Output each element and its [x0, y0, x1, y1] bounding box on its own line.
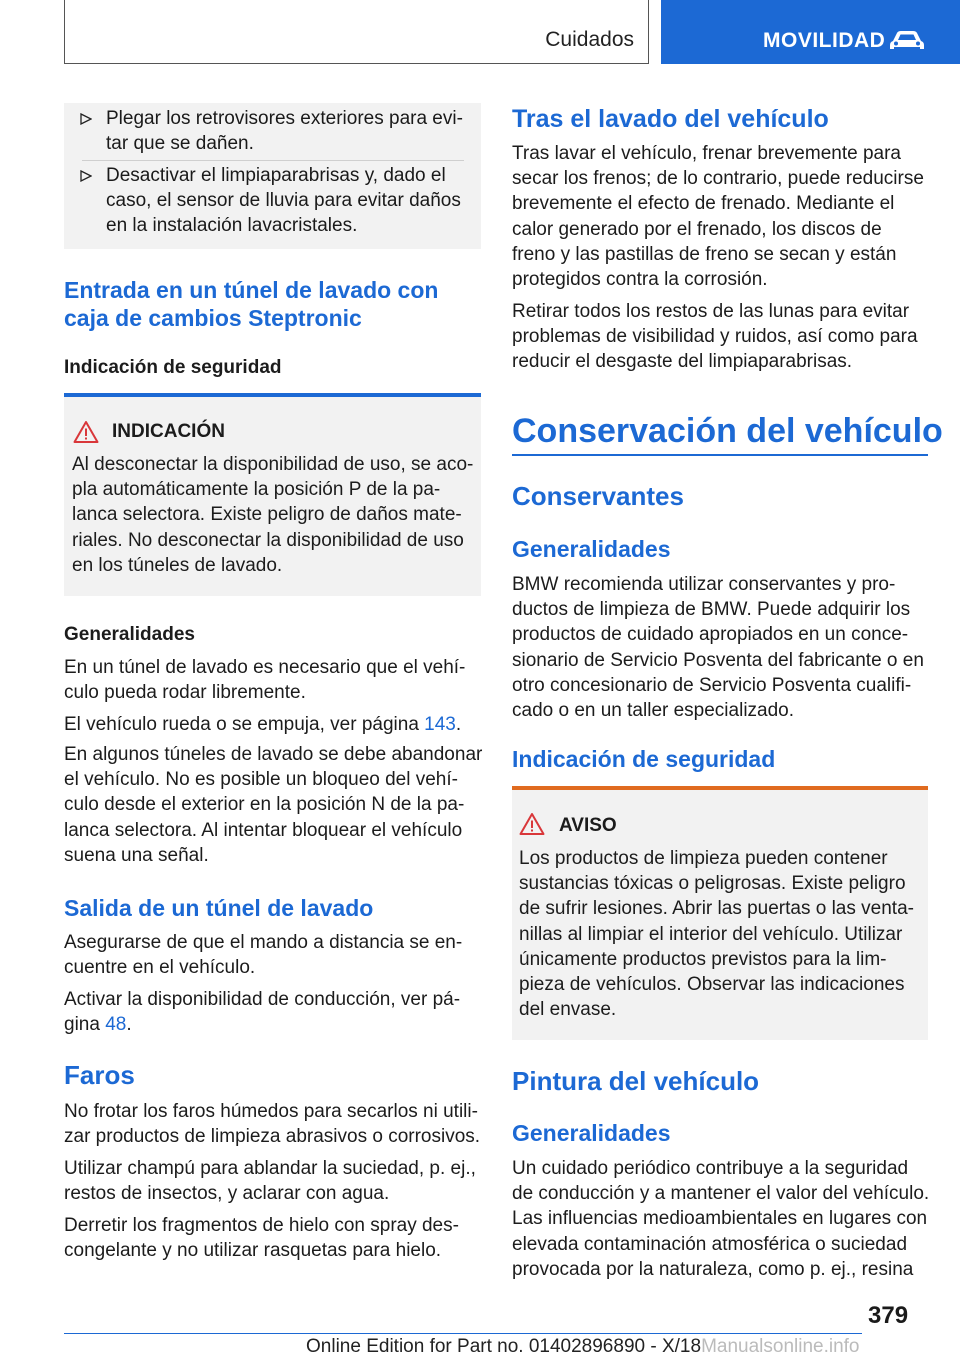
heading-conservation: Conservación del vehículo — [512, 412, 943, 450]
triangle-bullet-icon — [80, 113, 92, 125]
heading-faros: Faros — [64, 1060, 135, 1090]
header-tab-movilidad[interactable] — [661, 0, 960, 64]
footer-divider — [64, 1333, 862, 1334]
general-paragraph-ref: El vehículo rueda o se empuja, ver página 143. — [64, 714, 462, 735]
exit-paragraph: Asegurarse de que el mando a distancia se en- cuentre en el vehículo. — [64, 932, 463, 979]
after-wash-paragraph: Retirar todos los restos de las lunas para evitar problemas de visibilidad y ruidos, así como para reducir el desgaste del limpiaparabrisas. — [512, 301, 918, 373]
triangle-bullet-icon — [80, 170, 92, 182]
heading-tunnel-entry: Entrada en un túnel de lavado con caja de cambios Steptronic — [64, 277, 439, 331]
notice-title: INDICACIÓN — [112, 421, 225, 442]
heading-underline — [512, 454, 928, 456]
faros-paragraph: Utilizar champú para ablandar la suciedad, p. ej., restos de insectos, y aclarar con agua. — [64, 1158, 476, 1205]
warning-triangle-icon — [519, 812, 545, 836]
warning-text: Los productos de limpieza pueden contener sustancias tóxicas o peligrosas. Existe peligro de sufrir lesiones. Abrir las puertas o las venta- nillas al limpiar el interior del vehículo. Utilizar únicamente productos previstos para la lim- pieza de vehículos. Observar las indicaciones del envase. — [519, 848, 914, 1021]
general-paragraph: En algunos túneles de lavado se debe abandonar el vehículo. No es posible un bloqueo del vehí- culo desde el exterior en la posición N de la pa- lanca selectora. Al intentar bloquear el vehículo suena una señal. — [64, 744, 483, 866]
page-link-143[interactable]: 143 — [424, 714, 456, 735]
page-number: 379 — [868, 1302, 909, 1329]
heading-tunnel-exit: Salida de un túnel de lavado — [64, 895, 374, 921]
notice-text: Al desconectar la disponibilidad de uso, se aco- pla automáticamente la posición P de la pa- lanca selectora. Existe peligro de daños mate- riales. No desconectar la disponibilidad de uso en los túneles de lavado. — [72, 454, 474, 576]
warning-title: AVISO — [559, 815, 617, 836]
conservantes-paragraph: BMW recomienda utilizar conservantes y pro- ductos de limpieza de BMW. Puede adquirir los productos de cuidado apropiados en un conce- sionario de Servicio Posventa del fabricante o en otro concesionario de Servicio Posventa cualifi- cado o en un taller especializado. — [512, 574, 924, 722]
heading-safety: Indicación de seguridad — [512, 746, 776, 772]
general-paragraph: En un túnel de lavado es necesario que el vehí- culo pueda rodar libremente. — [64, 657, 466, 704]
warning-triangle-icon — [73, 420, 99, 444]
heading-generalidades: Generalidades — [512, 1120, 671, 1146]
bullet-line: Plegar los retrovisores exteriores para evi- — [106, 108, 463, 129]
header-section-box — [64, 0, 649, 64]
footer-edition: Online Edition for Part no. 01402896890 - X/18Manualsonline.info — [306, 1336, 860, 1357]
exit-paragraph-ref: Activar la disponibilidad de conducción, ver pá- gina 48. — [64, 989, 461, 1036]
divider — [82, 160, 464, 161]
general-heading: Generalidades — [64, 624, 195, 645]
bullet-line: Desactivar el limpiaparabrisas y, dado el — [106, 165, 446, 186]
page-link-48[interactable]: 48 — [105, 1014, 127, 1036]
faros-paragraph: No frotar los faros húmedos para secarlos ni utili- zar productos de limpieza abrasivos o corrosivos. — [64, 1101, 481, 1148]
after-wash-paragraph: Tras lavar el vehículo, frenar brevemente para secar los frenos; de lo contrario, puede reducirse brevemente el efecto de frenado. Mediante el calor generado por el frenado, los discos de freno y las pastillas de freno se secan y están protegidos contra la corrosión. — [512, 143, 924, 291]
heading-paint: Pintura del vehículo — [512, 1066, 760, 1096]
bullet-line: caso, el sensor de lluvia para evitar daños — [106, 190, 461, 212]
heading-generalidades: Generalidades — [512, 536, 671, 562]
bullet-line: en la instalación lavacristales. — [106, 215, 358, 237]
car-icon — [887, 28, 927, 52]
safety-heading: Indicación de seguridad — [64, 357, 282, 378]
heading-after-wash: Tras el lavado del vehículo — [512, 105, 829, 133]
faros-paragraph: Derretir los fragmentos de hielo con spray des- congelante y no utilizar rasquetas para hielo. — [64, 1215, 459, 1262]
header-section-title: Cuidados — [545, 28, 634, 51]
heading-conservantes: Conservantes — [512, 481, 684, 511]
footer-watermark: Manualsonline.info — [701, 1336, 860, 1357]
bullet-line: tar que se dañen. — [106, 133, 254, 155]
paint-paragraph: Un cuidado periódico contribuye a la seguridad de conducción y a mantener el valor del vehículo. Las influencias medioambientales en lugares con elevada contaminación atmosférica o suciedad provocada por la naturaleza, como p. ej., resina — [512, 1158, 930, 1280]
header-tab-label: MOVILIDAD — [763, 29, 886, 52]
